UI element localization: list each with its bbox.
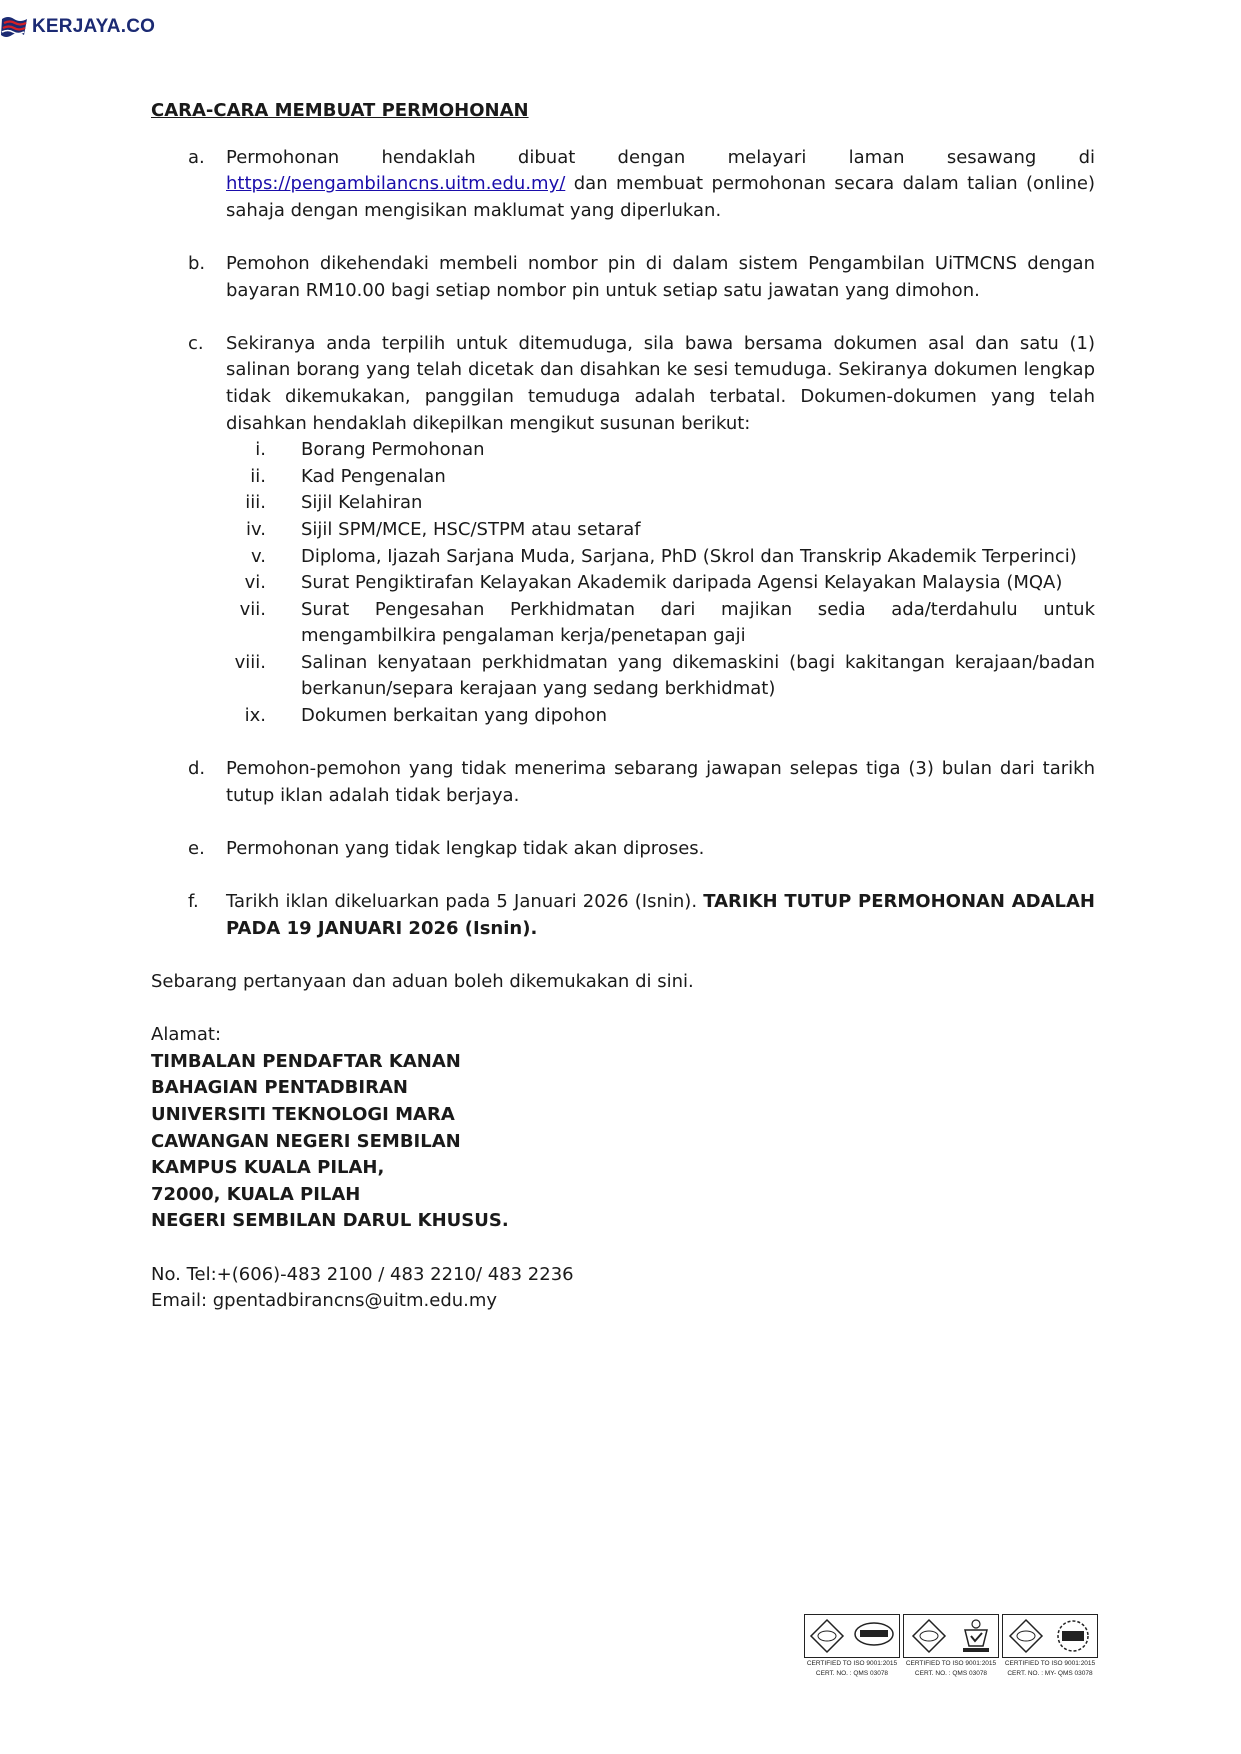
document-list-item <box>226 437 1095 464</box>
standards-mark-icon <box>852 1620 896 1652</box>
item-letter: c. <box>188 332 204 354</box>
item-text <box>226 145 1095 225</box>
cert-caption-line: CERTIFIED TO ISO 9001:2015 <box>1004 1660 1096 1667</box>
document-list-item <box>226 703 1095 730</box>
kerjaya-flag-icon <box>0 13 30 41</box>
item-letter: e. <box>188 838 205 860</box>
contact-email: Email: gpentadbirancns@uitm.edu.my <box>151 1290 498 1312</box>
cert-number: CERT. NO. : MY- QMS 03078 <box>1007 1670 1093 1677</box>
certification-badge <box>804 1614 900 1687</box>
document-number: v. <box>251 545 266 567</box>
document-body <box>151 98 1095 1315</box>
cert-number: CERT. NO. : QMS 03078 <box>914 1670 988 1677</box>
cert-caption-line: CERTIFIED TO ISO 9001:2015 <box>806 1660 898 1667</box>
item-letter: b. <box>188 252 206 274</box>
document-text: Sijil SPM/MCE, HSC/STPM atau setaraf <box>301 518 641 540</box>
address-line: TIMBALAN PENDAFTAR KANAN <box>151 1050 461 1072</box>
enquiry-text: Sebarang pertanyaan dan aduan boleh dikemukakan di sini. <box>151 971 694 992</box>
quality-system-icon <box>910 1618 948 1654</box>
document-list-item <box>226 544 1095 571</box>
contact-tel: No. Tel:+(606)-483 2100 / 483 2210/ 483 2236 <box>151 1263 574 1285</box>
list-item-f <box>151 889 1095 942</box>
item-letter: d. <box>188 758 206 780</box>
item-letter: a. <box>188 146 205 168</box>
address-block <box>151 1022 1095 1235</box>
document-text: Sijil Kelahiran <box>301 492 423 514</box>
document-number: viii. <box>234 651 266 673</box>
cert-number: CERT. NO. : QMS 03078 <box>815 1670 889 1677</box>
address-line: KAMPUS KUALA PILAH, <box>151 1157 385 1179</box>
document-list-item <box>226 490 1095 517</box>
quality-system-icon <box>1007 1618 1045 1654</box>
item-text: Tarikh iklan dikeluarkan pada 5 Januari 2026 (Isnin). <box>226 891 698 913</box>
document-number: i. <box>255 439 266 461</box>
closing-date-notice: TARIKH TUTUP PERMOHONAN ADALAH PADA 19 JANUARI 2026 (Isnin). <box>226 891 1095 939</box>
document-list-item <box>226 650 1095 703</box>
document-text: Kad Pengenalan <box>301 465 446 487</box>
item-text-before-link: Permohonan hendaklah dibuat dengan melayari laman sesawang di <box>226 146 1095 168</box>
item-text: Pemohon-pemohon yang tidak menerima sebarang jawapan selepas tiga (3) bulan dari tarikh tutup iklan adalah tidak berjaya. <box>226 758 1095 806</box>
document-number: iv. <box>246 518 266 540</box>
document-number: ii. <box>250 465 266 487</box>
logo-text: KERJAYA.CO <box>32 16 156 37</box>
address-line: 72000, KUALA PILAH <box>151 1183 361 1205</box>
document-number: ix. <box>244 705 266 727</box>
address-line: NEGERI SEMBILAN DARUL KHUSUS. <box>151 1210 509 1232</box>
cert-caption-line: CERTIFIED TO ISO 9001:2015 <box>905 1660 997 1667</box>
address-line: UNIVERSITI TEKNOLOGI MARA <box>151 1103 455 1125</box>
document-text: Dokumen berkaitan yang dipohon <box>301 705 608 727</box>
document-text: Salinan kenyataan perkhidmatan yang dikemaskini (bagi kakitangan kerajaan/badan berkanun/separa kerajaan yang sedang berkhidmat) <box>301 651 1095 700</box>
ukas-mark-icon <box>959 1618 993 1654</box>
address-line: BAHAGIAN PENTADBIRAN <box>151 1077 408 1099</box>
address-line: CAWANGAN NEGERI SEMBILAN <box>151 1130 461 1152</box>
list-item-e <box>151 836 1095 863</box>
document-number: iii. <box>245 492 266 514</box>
list-item-c <box>151 331 1095 730</box>
document-list-item <box>226 570 1095 597</box>
item-content <box>226 889 1095 942</box>
document-list-item <box>226 517 1095 544</box>
iqnet-mark-icon <box>1053 1618 1093 1654</box>
document-text: Borang Permohonan <box>301 439 485 461</box>
document-text: Surat Pengesahan Perkhidmatan dari majikan sedia ada/terdahulu untuk mengambilkira pengalaman kerja/penetapan gaji <box>301 598 1095 647</box>
kerjaya-logo[interactable] <box>0 10 155 44</box>
document-list-item <box>226 464 1095 491</box>
list-item-a <box>151 145 1095 225</box>
document-text: Surat Pengiktirafan Kelayakan Akademik daripada Agensi Kelayakan Malaysia (MQA) <box>301 572 1063 594</box>
document-number: vii. <box>239 598 266 620</box>
document-text: Diploma, Ijazah Sarjana Muda, Sarjana, PhD (Skrol dan Transkrip Akademik Terperinci) <box>301 545 1077 567</box>
list-item-d <box>151 756 1095 809</box>
document-list-item <box>226 597 1095 650</box>
application-link[interactable]: https://pengambilancns.uitm.edu.my/ <box>226 173 566 195</box>
item-text: Sekiranya anda terpilih untuk ditemuduga, sila bawa bersama dokumen asal dan satu (1) salinan borang yang telah dicetak dan disahkan ke sesi temuduga. Sekiranya dokumen lengkap tidak dikemukakan, panggilan temuduga adalah terbatal. Dokumen-dokumen yang telah disahkan hendaklah dikepilkan mengikut susunan berikut: <box>226 332 1095 434</box>
item-text: Pemohon dikehendaki membeli nombor pin di dalam sistem Pengambilan UiTMCNS dengan bayaran RM10.00 bagi setiap nombor pin untuk setiap satu jawatan yang dimohon. <box>226 252 1095 301</box>
item-text-after-link: dan membuat permohonan secara dalam talian (online) sahaja dengan mengisikan maklumat yang diperlukan. <box>226 173 1095 221</box>
quality-system-icon <box>808 1618 846 1654</box>
contact-block <box>151 1262 1095 1315</box>
document-number: vi. <box>244 572 266 594</box>
list-item-b <box>151 251 1095 304</box>
certification-badge <box>1002 1614 1098 1687</box>
address-label: Alamat: <box>151 1024 222 1046</box>
certification-badge <box>903 1614 999 1687</box>
item-text: Permohonan yang tidak lengkap tidak akan diproses. <box>226 838 705 860</box>
section-title: CARA-CARA MEMBUAT PERMOHONAN <box>151 100 529 121</box>
certification-badges <box>804 1614 1096 1687</box>
item-content <box>226 331 1095 730</box>
item-letter: f. <box>188 891 199 913</box>
